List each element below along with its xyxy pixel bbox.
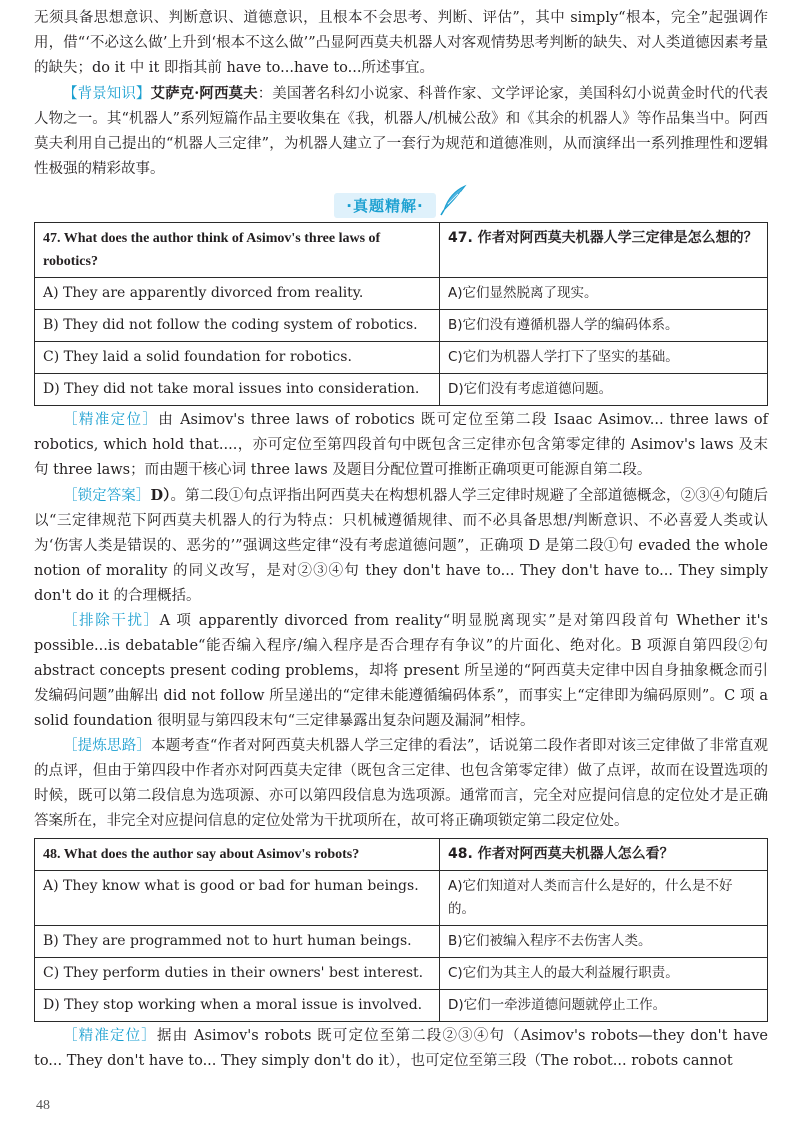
intro-paragraph: 无须具备思想意识、判断意识、道德意识，且根本不会思考、判断、评估”，其中 simply“根本，完全”起强调作用，借“‘不必这么做’上升到‘根本不这么做’”凸显阿西莫夫机器人对客观情势思考判断的缺失、对人类道德因素考量的缺失；do it 中 it 即指其前 have to...have to...所述事宜。 [34, 10, 768, 76]
q47-distractor-text: A 项 apparently divorced from reality“明显脱离现实”是对第四段首句 Whether it's possible...is debatable“能否编入程序/编入程序是否合理存有争议”的片面化、绝对化。B 项源自第四段②句 abstract concepts present coding problems，却将 present 所呈递的“阿西莫夫定律中因自身抽象概念而引发编码问题”曲解出 did not follow 所呈递出的“定律未能遵循编码体系”，而事实上“定律即为编码原则”。C 项 a solid foundation 很明显与第四段末句“三定律暴露出复杂问题及漏洞”相悖。 [34, 613, 768, 729]
option-en: C) They perform duties in their owners' best interest. [35, 958, 440, 990]
question-48-option-b [35, 926, 768, 958]
question-48-option-d [35, 990, 768, 1022]
option-zh: A)它们知道对人类而言什么是好的，什么是不好的。 [440, 871, 768, 926]
background-text: ：美国著名科幻小说家、科普作家、文学评论家，美国科幻小说黄金时代的代表人物之一。其“机器人”系列短篇作品主要收集在《我，机器人/机械公敌》和《其余的机器人》等作品集当中。阿西莫夫利用自己提出的“机器人三定律”，为机器人建立了一套行为规范和道德准则，从而演绎出一系列推理性和逻辑性极强的精彩故事。 [34, 86, 769, 177]
q47-distractor-paragraph [34, 609, 768, 734]
question-47-header-row [35, 223, 768, 278]
question-47-option-b [35, 310, 768, 342]
option-en: A) They know what is good or bad for human beings. [35, 871, 440, 926]
q47-locate-paragraph [34, 408, 768, 483]
option-en: B) They did not follow the coding system of robotics. [35, 310, 440, 342]
question-47-zh: 47. 作者对阿西莫夫机器人学三定律是怎么想的？ [440, 223, 768, 278]
q47-distractor-tag: ［排除干扰］ [63, 613, 160, 629]
question-47-table [34, 222, 768, 406]
section-heading: ·真题精解· [334, 193, 435, 218]
question-47-option-d [35, 374, 768, 406]
page-number: 48 [36, 1098, 50, 1113]
option-zh: A)它们显然脱离了现实。 [440, 278, 768, 310]
quill-pen-icon [438, 184, 468, 220]
option-zh: C)它们为其主人的最大利益履行职责。 [440, 958, 768, 990]
option-en: D) They did not take moral issues into consideration. [35, 374, 440, 406]
option-en: A) They are apparently divorced from reality. [35, 278, 440, 310]
q47-answer-letter: D） [150, 487, 171, 504]
question-48-option-c [35, 958, 768, 990]
q47-thinking-paragraph [34, 734, 768, 834]
question-47-en: 47. What does the author think of Asimov's three laws of robotics? [35, 223, 440, 278]
q47-answer-text: 。第二段①句点评指出阿西莫夫在构想机器人学三定律时规避了全部道德概念，②③④句随后以“三定律规范下阿西莫夫机器人的行为特点：只机械遵循规律、而不必具备思想/判断意识、不必喜爱人类或认为‘伤害人类是错误的、恶劣的’”强调这些定律“没有考虑道德问题”，正确项 D 是第二段①句 evaded the whole notion of morality 的同义改写，是对②③④句 they don't have to... They don't have to... They simply don't do it 的合理概括。 [34, 488, 769, 604]
option-zh: B)它们被编入程序不去伤害人类。 [440, 926, 768, 958]
option-en: B) They are programmed not to hurt human beings. [35, 926, 440, 958]
question-48-header-row [35, 839, 768, 871]
question-47-option-a [35, 278, 768, 310]
question-47-option-c [35, 342, 768, 374]
q48-locate-tag: ［精准定位］ [63, 1028, 157, 1044]
option-zh: D)它们没有考虑道德问题。 [440, 374, 768, 406]
q47-locate-tag: ［精准定位］ [63, 412, 159, 428]
q47-answer-tag: ［锁定答案］ [63, 488, 151, 504]
section-heading-wrap [34, 184, 768, 220]
option-zh: D)它们一牵涉道德问题就停止工作。 [440, 990, 768, 1022]
q48-locate-text: 据由 Asimov's robots 既可定位至第二段②③④句（Asimov's robots—they don't have to... They don't have to... They simply don't do it），也可定位至第三段（The robot... robots cannot [34, 1028, 769, 1069]
q47-thinking-text: 本题考查“作者对阿西莫夫机器人学三定律的看法”，话说第二段作者即对该三定律做了非常直观的点评，但由于第四段中作者亦对阿西莫夫定律（既包含三定律、也包含第零定律）做了点评，故而在设置选项的时候，既可以第二段信息为选项源、亦可以第四段信息为选项源。通常而言，完全对应提问信息的定位处才是正确答案所在，非完全对应提问信息的定位处常为干扰项所在，故可将正确项锁定第二段定位处。 [34, 738, 769, 829]
option-zh: C)它们为机器人学打下了坚实的基础。 [440, 342, 768, 374]
background-name: 艾萨克·阿西莫夫 [150, 85, 258, 102]
option-zh: B)它们没有遵循机器人学的编码体系。 [440, 310, 768, 342]
q47-thinking-tag: ［提炼思路］ [63, 738, 152, 754]
question-48-zh: 48. 作者对阿西莫夫机器人怎么看？ [440, 839, 768, 871]
q47-answer-paragraph [34, 483, 768, 609]
background-tag: 【背景知识】 [63, 86, 151, 102]
option-en: D) They stop working when a moral issue is involved. [35, 990, 440, 1022]
q48-locate-paragraph [34, 1024, 768, 1074]
question-48-table [34, 838, 768, 1022]
q47-locate-text: 由 Asimov's three laws of robotics 既可定位至第二段 Isaac Asimov... three laws of robotics, which hold that....，亦可定位至第四段首句中既包含三定律亦包含第零定律的 Asimov's laws 及末句 three laws；而由题干核心词 three laws 及题目分配位置可推断正确项更可能源自第二段。 [34, 412, 769, 478]
question-48-option-a [35, 871, 768, 926]
question-48-en: 48. What does the author say about Asimov's robots? [35, 839, 440, 871]
page-content [34, 6, 768, 1074]
background-paragraph [34, 81, 768, 182]
option-en: C) They laid a solid foundation for robotics. [35, 342, 440, 374]
